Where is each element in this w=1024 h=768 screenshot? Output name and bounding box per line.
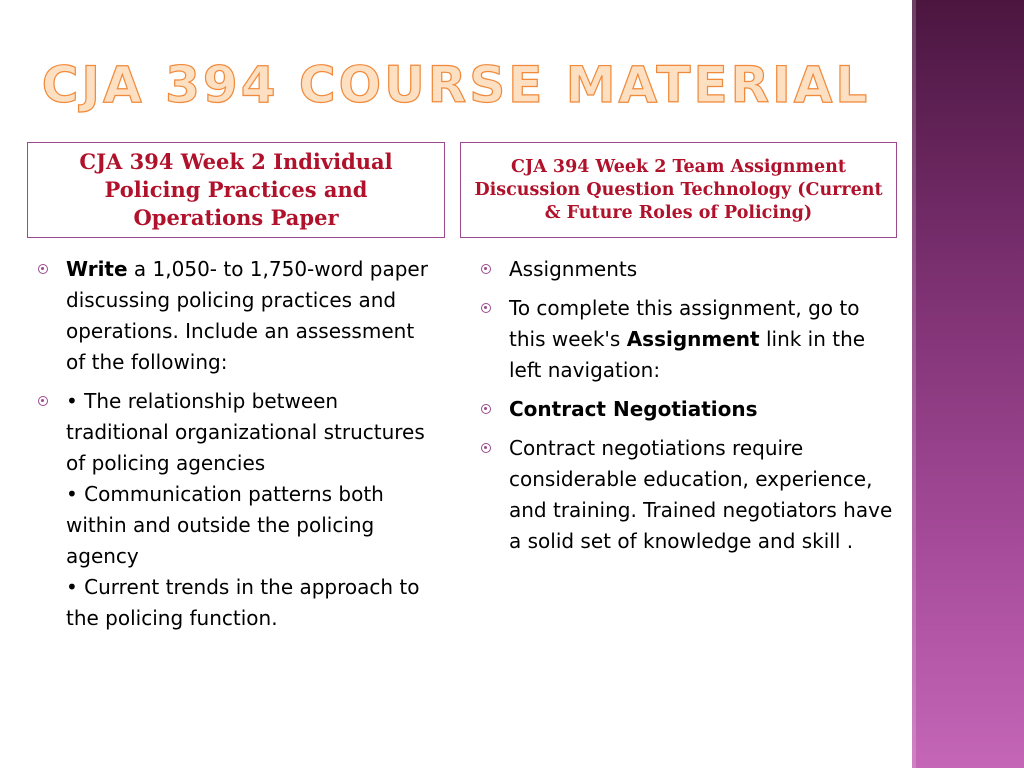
list-item	[477, 433, 897, 557]
circle-dot-icon	[481, 443, 491, 453]
circle-dot-icon	[481, 404, 491, 414]
circle-dot-icon	[481, 264, 491, 274]
sub-bullet-line: • The relationship between traditional organizational structures of policing agencies	[66, 389, 425, 475]
sub-bullet-line: • Current trends in the approach to the policing function.	[66, 575, 420, 630]
list-item	[477, 293, 897, 386]
list-item	[34, 386, 434, 634]
bullet-text: Assignments	[509, 257, 638, 281]
slide-title: CJA 394 COURSE MATERIAL	[41, 56, 871, 114]
circle-dot-icon	[481, 303, 491, 313]
list-item	[34, 254, 434, 378]
right-column-heading-text: CJA 394 Week 2 Team Assignment Discussion Question Technology (Current & Future Roles of Policing)	[474, 156, 883, 223]
bullet-text-bold: Contract Negotiations	[509, 397, 758, 421]
list-item	[477, 394, 897, 425]
left-bullet-list	[34, 254, 434, 642]
decorative-side-band	[912, 0, 1024, 768]
list-item	[477, 254, 897, 285]
right-bullet-list	[477, 254, 897, 565]
bullet-lead-bold: Write	[66, 257, 128, 281]
bullet-text: Contract negotiations require considerable education, experience, and training. Trained negotiators have a solid set of knowledge and skill .	[509, 436, 893, 553]
left-column-heading-text: CJA 394 Week 2 Individual Policing Practices and Operations Paper	[79, 149, 393, 230]
bullet-text: a 1,050- to 1,750-word paper discussing policing practices and operations. Include an assessment of the following:	[66, 257, 428, 374]
bullet-bold-word: Assignment	[626, 327, 760, 351]
bullet-text-after: link in the left navigation:	[509, 327, 866, 382]
left-column-heading	[27, 142, 445, 238]
circle-dot-icon	[38, 396, 48, 406]
bullet-text-before: To complete this assignment, go to this week's	[509, 296, 860, 351]
circle-dot-icon	[38, 264, 48, 274]
sub-bullet-line: • Communication patterns both within and outside the policing agency	[66, 482, 384, 568]
right-column-heading	[460, 142, 897, 238]
